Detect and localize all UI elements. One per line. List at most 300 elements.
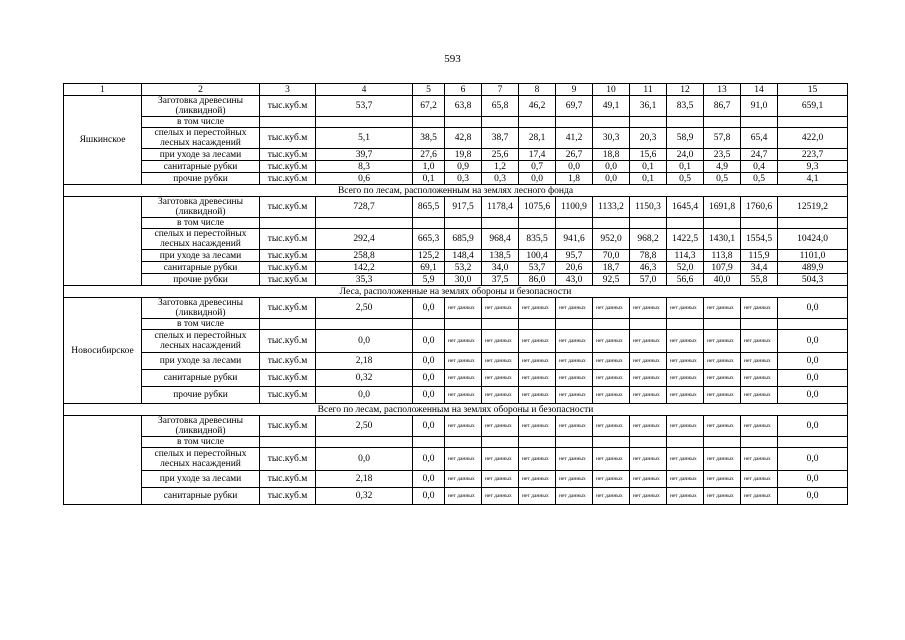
no-data-cell: нет данных bbox=[482, 448, 519, 471]
no-data-cell: нет данных bbox=[704, 353, 741, 370]
value-cell: 0,0 bbox=[316, 330, 413, 353]
empty-cell bbox=[593, 437, 630, 448]
section-title: Всего по лесам, расположенным на землях обороны и безопасности bbox=[64, 404, 848, 416]
no-data-cell: нет данных bbox=[482, 330, 519, 353]
value-cell: 0,0 bbox=[316, 448, 413, 471]
no-data-cell: нет данных bbox=[593, 387, 630, 404]
no-data-cell: нет данных bbox=[556, 370, 593, 387]
column-number: 11 bbox=[630, 84, 667, 96]
empty-cell bbox=[260, 437, 316, 448]
no-data-cell: нет данных bbox=[519, 387, 556, 404]
value-cell: 69,1 bbox=[413, 262, 445, 274]
value-cell: 0,0 bbox=[778, 387, 848, 404]
value-cell: 83,5 bbox=[667, 96, 704, 117]
no-data-cell: нет данных bbox=[630, 416, 667, 437]
no-data-cell: нет данных bbox=[741, 298, 778, 319]
no-data-cell: нет данных bbox=[667, 387, 704, 404]
no-data-cell: нет данных bbox=[704, 448, 741, 471]
value-cell: 0,6 bbox=[316, 173, 413, 185]
no-data-cell: нет данных bbox=[445, 298, 482, 319]
column-number: 3 bbox=[260, 84, 316, 96]
empty-cell bbox=[630, 437, 667, 448]
row-label: при уходе за лесами bbox=[142, 471, 260, 488]
unit-cell: тыс.куб.м bbox=[260, 416, 316, 437]
row-label: санитарные рубки bbox=[142, 370, 260, 387]
value-cell: 55,8 bbox=[741, 274, 778, 286]
unit-cell: тыс.куб.м bbox=[260, 353, 316, 370]
value-cell: 5,9 bbox=[413, 274, 445, 286]
column-number: 8 bbox=[519, 84, 556, 96]
page-number: 593 bbox=[444, 53, 461, 65]
value-cell: 1422,5 bbox=[667, 229, 704, 250]
no-data-cell: нет данных bbox=[519, 330, 556, 353]
column-number: 15 bbox=[778, 84, 848, 96]
value-cell: 4,1 bbox=[778, 173, 848, 185]
row-label: спелых и перестойных лесных насаждений bbox=[142, 448, 260, 471]
value-cell: 422,0 bbox=[778, 128, 848, 149]
value-cell: 0,0 bbox=[413, 448, 445, 471]
empty-cell bbox=[316, 437, 413, 448]
value-cell: 113,8 bbox=[704, 250, 741, 262]
value-cell: 0,0 bbox=[413, 416, 445, 437]
no-data-cell: нет данных bbox=[667, 353, 704, 370]
column-number: 12 bbox=[667, 84, 704, 96]
row-label: спелых и перестойных лесных насаждений bbox=[142, 330, 260, 353]
value-cell: 685,9 bbox=[445, 229, 482, 250]
value-cell: 67,2 bbox=[413, 96, 445, 117]
value-cell: 0,1 bbox=[413, 173, 445, 185]
value-cell: 46,2 bbox=[519, 96, 556, 117]
table-row bbox=[64, 448, 848, 471]
table-row bbox=[64, 387, 848, 404]
value-cell: 1645,4 bbox=[667, 197, 704, 218]
value-cell: 25,6 bbox=[482, 149, 519, 161]
no-data-cell: нет данных bbox=[593, 298, 630, 319]
value-cell: 69,7 bbox=[556, 96, 593, 117]
column-number: 2 bbox=[142, 84, 260, 96]
table-row bbox=[64, 173, 848, 185]
value-cell: 1554,5 bbox=[741, 229, 778, 250]
value-cell: 0,0 bbox=[593, 161, 630, 173]
value-cell: 0,0 bbox=[778, 416, 848, 437]
value-cell: 92,5 bbox=[593, 274, 630, 286]
value-cell: 86,7 bbox=[704, 96, 741, 117]
value-cell: 40,0 bbox=[704, 274, 741, 286]
value-cell: 0,0 bbox=[778, 353, 848, 370]
value-cell: 30,0 bbox=[445, 274, 482, 286]
value-cell: 0,0 bbox=[413, 471, 445, 488]
value-cell: 258,8 bbox=[316, 250, 413, 262]
no-data-cell: нет данных bbox=[593, 448, 630, 471]
table-row bbox=[64, 218, 848, 229]
value-cell: 0,0 bbox=[413, 370, 445, 387]
row-label: санитарные рубки bbox=[142, 262, 260, 274]
value-cell: 952,0 bbox=[593, 229, 630, 250]
empty-cell bbox=[667, 319, 704, 330]
unit-cell: тыс.куб.м bbox=[260, 298, 316, 319]
no-data-cell: нет данных bbox=[482, 488, 519, 505]
row-label: санитарные рубки bbox=[142, 488, 260, 505]
region-name: Новосибирское bbox=[64, 298, 142, 404]
empty-cell bbox=[316, 218, 413, 229]
value-cell: 0,5 bbox=[667, 173, 704, 185]
value-cell: 10424,0 bbox=[778, 229, 848, 250]
value-cell: 1101,0 bbox=[778, 250, 848, 262]
empty-cell bbox=[482, 319, 519, 330]
value-cell: 148,4 bbox=[445, 250, 482, 262]
value-cell: 0,0 bbox=[413, 298, 445, 319]
value-cell: 37,5 bbox=[482, 274, 519, 286]
value-cell: 100,4 bbox=[519, 250, 556, 262]
value-cell: 4,9 bbox=[704, 161, 741, 173]
value-cell: 1691,8 bbox=[704, 197, 741, 218]
value-cell: 665,3 bbox=[413, 229, 445, 250]
row-label: в том числе bbox=[142, 117, 260, 128]
empty-cell bbox=[260, 218, 316, 229]
row-label: в том числе bbox=[142, 319, 260, 330]
no-data-cell: нет данных bbox=[704, 416, 741, 437]
empty-cell bbox=[704, 218, 741, 229]
value-cell: 53,2 bbox=[445, 262, 482, 274]
no-data-cell: нет данных bbox=[667, 416, 704, 437]
unit-cell: тыс.куб.м bbox=[260, 229, 316, 250]
value-cell: 138,5 bbox=[482, 250, 519, 262]
table-row bbox=[64, 229, 848, 250]
empty-cell bbox=[519, 117, 556, 128]
value-cell: 0,0 bbox=[413, 488, 445, 505]
no-data-cell: нет данных bbox=[593, 416, 630, 437]
value-cell: 659,1 bbox=[778, 96, 848, 117]
column-number: 9 bbox=[556, 84, 593, 96]
no-data-cell: нет данных bbox=[630, 471, 667, 488]
no-data-cell: нет данных bbox=[556, 471, 593, 488]
no-data-cell: нет данных bbox=[593, 330, 630, 353]
value-cell: 43,0 bbox=[556, 274, 593, 286]
value-cell: 489,9 bbox=[778, 262, 848, 274]
value-cell: 0,1 bbox=[667, 161, 704, 173]
value-cell: 125,2 bbox=[413, 250, 445, 262]
value-cell: 0,0 bbox=[593, 173, 630, 185]
empty-cell bbox=[593, 117, 630, 128]
no-data-cell: нет данных bbox=[667, 330, 704, 353]
empty-cell bbox=[413, 437, 445, 448]
no-data-cell: нет данных bbox=[445, 330, 482, 353]
no-data-cell: нет данных bbox=[741, 471, 778, 488]
no-data-cell: нет данных bbox=[482, 298, 519, 319]
no-data-cell: нет данных bbox=[519, 448, 556, 471]
value-cell: 1,8 bbox=[556, 173, 593, 185]
column-number: 1 bbox=[64, 84, 142, 96]
empty-cell bbox=[593, 319, 630, 330]
value-cell: 30,3 bbox=[593, 128, 630, 149]
table-row bbox=[64, 370, 848, 387]
value-cell: 15,6 bbox=[630, 149, 667, 161]
row-label: прочие рубки bbox=[142, 173, 260, 185]
value-cell: 19,8 bbox=[445, 149, 482, 161]
no-data-cell: нет данных bbox=[704, 330, 741, 353]
unit-cell: тыс.куб.м bbox=[260, 128, 316, 149]
value-cell: 63,8 bbox=[445, 96, 482, 117]
empty-cell bbox=[741, 218, 778, 229]
no-data-cell: нет данных bbox=[556, 387, 593, 404]
row-label: прочие рубки bbox=[142, 387, 260, 404]
value-cell: 142,2 bbox=[316, 262, 413, 274]
value-cell: 115,9 bbox=[741, 250, 778, 262]
no-data-cell: нет данных bbox=[630, 330, 667, 353]
value-cell: 42,8 bbox=[445, 128, 482, 149]
unit-cell: тыс.куб.м bbox=[260, 370, 316, 387]
column-number: 10 bbox=[593, 84, 630, 96]
no-data-cell: нет данных bbox=[482, 471, 519, 488]
column-number: 4 bbox=[316, 84, 413, 96]
unit-cell: тыс.куб.м bbox=[260, 96, 316, 117]
value-cell: 28,1 bbox=[519, 128, 556, 149]
empty-cell bbox=[413, 218, 445, 229]
value-cell: 38,7 bbox=[482, 128, 519, 149]
empty-cell bbox=[778, 319, 848, 330]
empty-cell bbox=[778, 117, 848, 128]
value-cell: 0,0 bbox=[316, 387, 413, 404]
empty-cell bbox=[704, 319, 741, 330]
no-data-cell: нет данных bbox=[445, 471, 482, 488]
value-cell: 18,8 bbox=[593, 149, 630, 161]
no-data-cell: нет данных bbox=[741, 353, 778, 370]
no-data-cell: нет данных bbox=[445, 387, 482, 404]
no-data-cell: нет данных bbox=[667, 448, 704, 471]
value-cell: 917,5 bbox=[445, 197, 482, 218]
no-data-cell: нет данных bbox=[630, 448, 667, 471]
value-cell: 8,3 bbox=[316, 161, 413, 173]
value-cell: 0,0 bbox=[778, 330, 848, 353]
unit-cell: тыс.куб.м bbox=[260, 262, 316, 274]
empty-cell bbox=[667, 218, 704, 229]
unit-cell: тыс.куб.м bbox=[260, 488, 316, 505]
empty-cell bbox=[556, 319, 593, 330]
value-cell: 0,0 bbox=[778, 448, 848, 471]
value-cell: 223,7 bbox=[778, 149, 848, 161]
no-data-cell: нет данных bbox=[704, 387, 741, 404]
empty-cell bbox=[445, 319, 482, 330]
no-data-cell: нет данных bbox=[630, 387, 667, 404]
column-number: 13 bbox=[704, 84, 741, 96]
value-cell: 2,50 bbox=[316, 298, 413, 319]
value-cell: 107,9 bbox=[704, 262, 741, 274]
empty-cell bbox=[413, 319, 445, 330]
value-cell: 38,5 bbox=[413, 128, 445, 149]
column-number-row bbox=[64, 84, 848, 96]
unit-cell: тыс.куб.м bbox=[260, 161, 316, 173]
value-cell: 41,2 bbox=[556, 128, 593, 149]
no-data-cell: нет данных bbox=[741, 448, 778, 471]
value-cell: 0,32 bbox=[316, 488, 413, 505]
empty-cell bbox=[630, 117, 667, 128]
value-cell: 78,8 bbox=[630, 250, 667, 262]
no-data-cell: нет данных bbox=[519, 298, 556, 319]
no-data-cell: нет данных bbox=[445, 370, 482, 387]
value-cell: 1178,4 bbox=[482, 197, 519, 218]
table-row bbox=[64, 298, 848, 319]
value-cell: 34,4 bbox=[741, 262, 778, 274]
column-number: 6 bbox=[445, 84, 482, 96]
table-row bbox=[64, 437, 848, 448]
empty-cell bbox=[630, 218, 667, 229]
table-row bbox=[64, 96, 848, 117]
value-cell: 95,7 bbox=[556, 250, 593, 262]
row-label: в том числе bbox=[142, 218, 260, 229]
value-cell: 0,1 bbox=[630, 161, 667, 173]
row-label: Заготовка древесины (ликвидной) bbox=[142, 298, 260, 319]
empty-cell bbox=[519, 218, 556, 229]
value-cell: 941,6 bbox=[556, 229, 593, 250]
no-data-cell: нет данных bbox=[445, 488, 482, 505]
value-cell: 57,0 bbox=[630, 274, 667, 286]
value-cell: 86,0 bbox=[519, 274, 556, 286]
no-data-cell: нет данных bbox=[556, 488, 593, 505]
empty-cell bbox=[630, 319, 667, 330]
value-cell: 27,6 bbox=[413, 149, 445, 161]
table-row bbox=[64, 161, 848, 173]
no-data-cell: нет данных bbox=[704, 298, 741, 319]
no-data-cell: нет данных bbox=[704, 471, 741, 488]
value-cell: 0,32 bbox=[316, 370, 413, 387]
row-label: при уходе за лесами bbox=[142, 250, 260, 262]
no-data-cell: нет данных bbox=[556, 330, 593, 353]
no-data-cell: нет данных bbox=[593, 488, 630, 505]
section-title: Леса, расположенные на землях обороны и безопасности bbox=[64, 286, 848, 298]
row-label: Заготовка древесины (ликвидной) bbox=[142, 416, 260, 437]
unit-cell: тыс.куб.м bbox=[260, 448, 316, 471]
value-cell: 53,7 bbox=[316, 96, 413, 117]
value-cell: 0,9 bbox=[445, 161, 482, 173]
value-cell: 26,7 bbox=[556, 149, 593, 161]
value-cell: 12519,2 bbox=[778, 197, 848, 218]
empty-cell bbox=[556, 437, 593, 448]
value-cell: 968,4 bbox=[482, 229, 519, 250]
empty-cell bbox=[445, 117, 482, 128]
no-data-cell: нет данных bbox=[482, 353, 519, 370]
value-cell: 56,6 bbox=[667, 274, 704, 286]
unit-cell: тыс.куб.м bbox=[260, 197, 316, 218]
value-cell: 34,0 bbox=[482, 262, 519, 274]
value-cell: 36,1 bbox=[630, 96, 667, 117]
row-label: спелых и перестойных лесных насаждений bbox=[142, 229, 260, 250]
no-data-cell: нет данных bbox=[519, 488, 556, 505]
empty-cell bbox=[593, 218, 630, 229]
value-cell: 0,3 bbox=[445, 173, 482, 185]
empty-cell bbox=[667, 117, 704, 128]
value-cell: 46,3 bbox=[630, 262, 667, 274]
value-cell: 2,18 bbox=[316, 471, 413, 488]
table-row bbox=[64, 471, 848, 488]
value-cell: 0,0 bbox=[556, 161, 593, 173]
unit-cell: тыс.куб.м bbox=[260, 471, 316, 488]
table-row bbox=[64, 274, 848, 286]
row-label: санитарные рубки bbox=[142, 161, 260, 173]
no-data-cell: нет данных bbox=[482, 370, 519, 387]
region-name bbox=[64, 416, 142, 505]
no-data-cell: нет данных bbox=[593, 353, 630, 370]
value-cell: 1,2 bbox=[482, 161, 519, 173]
value-cell: 0,0 bbox=[413, 353, 445, 370]
empty-cell bbox=[778, 437, 848, 448]
value-cell: 292,4 bbox=[316, 229, 413, 250]
empty-cell bbox=[260, 319, 316, 330]
value-cell: 9,3 bbox=[778, 161, 848, 173]
empty-cell bbox=[741, 117, 778, 128]
value-cell: 49,1 bbox=[593, 96, 630, 117]
no-data-cell: нет данных bbox=[667, 370, 704, 387]
value-cell: 39,7 bbox=[316, 149, 413, 161]
value-cell: 20,3 bbox=[630, 128, 667, 149]
no-data-cell: нет данных bbox=[704, 488, 741, 505]
no-data-cell: нет данных bbox=[445, 353, 482, 370]
value-cell: 0,1 bbox=[630, 173, 667, 185]
empty-cell bbox=[316, 319, 413, 330]
empty-cell bbox=[519, 319, 556, 330]
value-cell: 65,4 bbox=[741, 128, 778, 149]
value-cell: 1133,2 bbox=[593, 197, 630, 218]
value-cell: 0,4 bbox=[741, 161, 778, 173]
no-data-cell: нет данных bbox=[630, 488, 667, 505]
table-row bbox=[64, 319, 848, 330]
region-name bbox=[64, 197, 142, 286]
value-cell: 58,9 bbox=[667, 128, 704, 149]
value-cell: 23,5 bbox=[704, 149, 741, 161]
empty-cell bbox=[482, 117, 519, 128]
empty-cell bbox=[482, 437, 519, 448]
value-cell: 17,4 bbox=[519, 149, 556, 161]
unit-cell: тыс.куб.м bbox=[260, 250, 316, 262]
value-cell: 0,5 bbox=[704, 173, 741, 185]
table-row bbox=[64, 416, 848, 437]
no-data-cell: нет данных bbox=[704, 370, 741, 387]
value-cell: 20,6 bbox=[556, 262, 593, 274]
section-row bbox=[64, 404, 848, 416]
row-label: Заготовка древесины (ликвидной) bbox=[142, 197, 260, 218]
unit-cell: тыс.куб.м bbox=[260, 274, 316, 286]
value-cell: 0,0 bbox=[778, 370, 848, 387]
value-cell: 1430,1 bbox=[704, 229, 741, 250]
unit-cell: тыс.куб.м bbox=[260, 149, 316, 161]
no-data-cell: нет данных bbox=[445, 416, 482, 437]
row-label: Заготовка древесины (ликвидной) bbox=[142, 96, 260, 117]
no-data-cell: нет данных bbox=[630, 370, 667, 387]
value-cell: 65,8 bbox=[482, 96, 519, 117]
no-data-cell: нет данных bbox=[741, 387, 778, 404]
value-cell: 728,7 bbox=[316, 197, 413, 218]
empty-cell bbox=[704, 437, 741, 448]
empty-cell bbox=[316, 117, 413, 128]
value-cell: 0,0 bbox=[413, 387, 445, 404]
no-data-cell: нет данных bbox=[593, 370, 630, 387]
value-cell: 70,0 bbox=[593, 250, 630, 262]
empty-cell bbox=[556, 218, 593, 229]
value-cell: 24,7 bbox=[741, 149, 778, 161]
no-data-cell: нет данных bbox=[519, 416, 556, 437]
table-row bbox=[64, 353, 848, 370]
empty-cell bbox=[741, 319, 778, 330]
unit-cell: тыс.куб.м bbox=[260, 330, 316, 353]
no-data-cell: нет данных bbox=[741, 416, 778, 437]
empty-cell bbox=[741, 437, 778, 448]
table-row bbox=[64, 262, 848, 274]
value-cell: 0,0 bbox=[778, 488, 848, 505]
value-cell: 2,18 bbox=[316, 353, 413, 370]
value-cell: 35,3 bbox=[316, 274, 413, 286]
value-cell: 5,1 bbox=[316, 128, 413, 149]
value-cell: 835,5 bbox=[519, 229, 556, 250]
no-data-cell: нет данных bbox=[741, 370, 778, 387]
